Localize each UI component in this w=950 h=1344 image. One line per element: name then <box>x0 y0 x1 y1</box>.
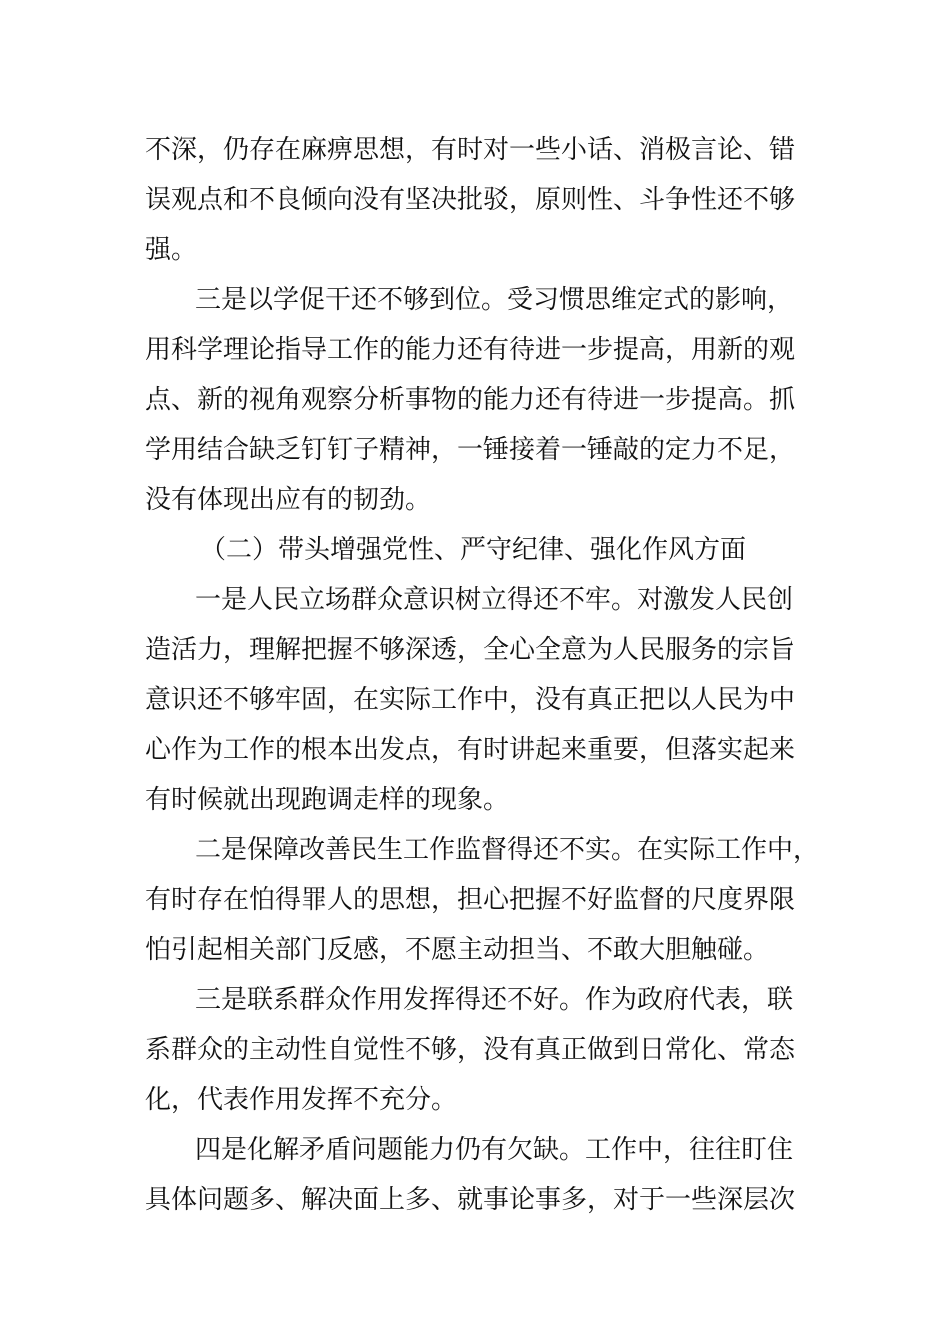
text-line: 不深，仍存在麻痹思想，有时对一些小话、消极言论、错 <box>145 135 796 165</box>
text-line: 具体问题多、解决面上多、就事论事多，对于一些深层次 <box>145 1185 796 1215</box>
paragraph-start-line: 三是联系群众作用发挥得还不好。作为政府代表，联 <box>195 985 794 1015</box>
text-line: 心作为工作的根本出发点，有时讲起来重要，但落实起来 <box>145 735 796 765</box>
paragraph-start-line: 四是化解矛盾问题能力仍有欠缺。工作中，往往盯住 <box>195 1135 794 1165</box>
paragraph-start-line: 三是以学促干还不够到位。受习惯思维定式的影响， <box>195 285 794 315</box>
text-line: 怕引起相关部门反感，不愿主动担当、不敢大胆触碰。 <box>145 935 770 965</box>
section-heading: （二）带头增强党性、严守纪律、强化作风方面 <box>200 535 747 565</box>
text-line: 没有体现出应有的韧劲。 <box>145 485 432 515</box>
text-line: 系群众的主动性自觉性不够，没有真正做到日常化、常态 <box>145 1035 796 1065</box>
text-line: 造活力，理解把握不够深透，全心全意为人民服务的宗旨 <box>145 635 796 665</box>
text-line: 强。 <box>145 235 198 265</box>
text-line: 化，代表作用发挥不充分。 <box>145 1085 458 1115</box>
paragraph-start-line: 一是人民立场群众意识树立得还不牢。对激发人民创 <box>195 585 794 615</box>
text-line: 误观点和不良倾向没有坚决批驳，原则性、斗争性还不够 <box>145 185 796 215</box>
paragraph-start-line: 二是保障改善民生工作监督得还不实。在实际工作中， <box>195 835 820 865</box>
text-line: 点、新的视角观察分析事物的能力还有待进一步提高。抓 <box>145 385 796 415</box>
text-line: 意识还不够牢固，在实际工作中，没有真正把以人民为中 <box>145 685 796 715</box>
text-line: 学用结合缺乏钉钉子精神，一锤接着一锤敲的定力不足， <box>145 435 796 465</box>
text-line: 有时存在怕得罪人的思想，担心把握不好监督的尺度界限 <box>145 885 796 915</box>
text-line: 用科学理论指导工作的能力还有待进一步提高，用新的观 <box>145 335 796 365</box>
text-line: 有时候就出现跑调走样的现象。 <box>145 785 510 815</box>
